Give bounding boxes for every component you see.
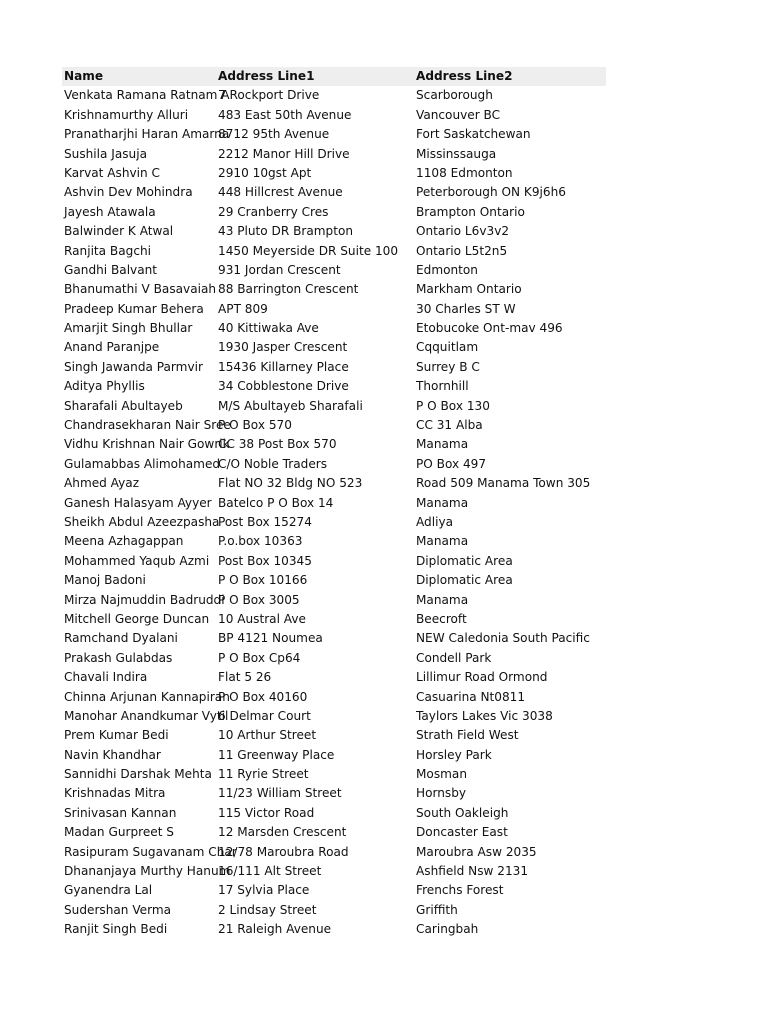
cell-name: Sharafali Abultayeb	[64, 398, 183, 413]
table-row	[62, 494, 606, 513]
cell-address-line2: Vancouver BC	[416, 107, 501, 122]
cell-address-line1: 12 Marsden Crescent	[218, 825, 347, 840]
table-row	[62, 261, 606, 280]
table-row	[62, 435, 606, 454]
table-row	[62, 319, 606, 338]
cell-name: Vidhu Krishnan Nair Gowrik	[64, 437, 230, 452]
table-row	[62, 843, 606, 862]
cell-name: Srinivasan Kannan	[64, 805, 177, 820]
cell-name: Manohar Anandkumar Vytil	[64, 708, 229, 723]
table-row	[62, 125, 606, 144]
cell-address-line1: APT 809	[218, 301, 268, 316]
cell-name: Gyanendra Lal	[64, 883, 153, 898]
address-table	[62, 67, 606, 940]
cell-address-line2: 1108 Edmonton	[416, 165, 513, 180]
table-row	[62, 222, 606, 241]
cell-address-line2: Missinssauga	[416, 146, 497, 161]
cell-address-line2: Horsley Park	[416, 747, 492, 762]
table-row	[62, 455, 606, 474]
cell-address-line1: Flat 5 26	[218, 670, 272, 685]
cell-address-line1: 448 Hillcrest Avenue	[218, 185, 343, 200]
cell-name: Gulamabbas Alimohamed	[64, 456, 221, 471]
cell-name: Dhananjaya Murthy Hanum	[64, 864, 231, 879]
cell-name: Anand Paranjpe	[64, 340, 160, 355]
cell-address-line1: 2212 Manor Hill Drive	[218, 146, 350, 161]
table-row	[62, 901, 606, 920]
cell-address-line1: 115 Victor Road	[218, 805, 315, 820]
cell-name: Jayesh Atawala	[64, 204, 156, 219]
table-row	[62, 804, 606, 823]
cell-address-line2: Taylors Lakes Vic 3038	[416, 708, 553, 723]
cell-name: Mohammed Yaqub Azmi	[64, 553, 210, 568]
cell-address-line1: 11 Ryrie Street	[218, 767, 309, 782]
cell-address-line2: South Oakleigh	[416, 805, 509, 820]
cell-address-line1: 931 Jordan Crescent	[218, 262, 341, 277]
cell-address-line1: 40 Kittiwaka Ave	[218, 321, 319, 336]
cell-name: Amarjit Singh Bhullar	[64, 321, 193, 336]
cell-name: Sheikh Abdul Azeezpasha	[64, 514, 220, 529]
cell-name: Chavali Indira	[64, 670, 148, 685]
table-row	[62, 416, 606, 435]
table-row	[62, 629, 606, 648]
table-row	[62, 571, 606, 590]
cell-name: Navin Khandhar	[64, 747, 161, 762]
cell-name: Ahmed Ayaz	[64, 476, 140, 491]
table-row	[62, 86, 606, 105]
cell-address-line1: C/O Noble Traders	[218, 456, 328, 471]
cell-address-line1: 1930 Jasper Crescent	[218, 340, 348, 355]
table-row	[62, 591, 606, 610]
cell-address-line2: NEW Caledonia South Pacific	[416, 631, 590, 646]
cell-address-line1: 34 Cobblestone Drive	[218, 379, 349, 394]
cell-address-line2: Ontario L6v3v2	[416, 224, 510, 239]
column-header-name: Name	[64, 69, 104, 83]
table-row	[62, 164, 606, 183]
cell-name: Pradeep Kumar Behera	[64, 301, 204, 316]
column-header-address-line2: Address Line2	[416, 69, 513, 83]
cell-address-line1: 6 Delmar Court	[218, 708, 311, 723]
cell-address-line1: 15436 Killarney Place	[218, 359, 349, 374]
table-row	[62, 474, 606, 493]
cell-name: Sushila Jasuja	[64, 146, 147, 161]
cell-address-line1: 16/111 Alt Street	[218, 864, 322, 879]
table-row	[62, 707, 606, 726]
table-row	[62, 668, 606, 687]
cell-name: Ganesh Halasyam Ayyer	[64, 495, 212, 510]
cell-address-line1: 10 Austral Ave	[218, 611, 306, 626]
table-row	[62, 610, 606, 629]
cell-address-line2: Ashfield Nsw 2131	[416, 864, 529, 879]
cell-address-line1: P O Box Cp64	[218, 650, 301, 665]
cell-name: Balwinder K Atwal	[64, 224, 174, 239]
cell-name: Manoj Badoni	[64, 573, 146, 588]
cell-name: Ashvin Dev Mohindra	[64, 185, 193, 200]
table-row	[62, 784, 606, 803]
cell-address-line2: Caringbah	[416, 922, 479, 937]
table-row	[62, 765, 606, 784]
cell-address-line2: CC 31 Alba	[416, 418, 483, 433]
table-row	[62, 397, 606, 416]
table-row	[62, 881, 606, 900]
cell-address-line1: Post Box 15274	[218, 514, 312, 529]
cell-address-line2: Beecroft	[416, 611, 467, 626]
cell-address-line2: Edmonton	[416, 262, 478, 277]
table-row	[62, 280, 606, 299]
cell-name: Chandrasekharan Nair Sree	[64, 418, 231, 433]
cell-name: Venkata Ramana Ratnam A	[64, 88, 230, 103]
cell-address-line1: 8712 95th Avenue	[218, 127, 330, 142]
cell-address-line1: P O Box 3005	[218, 592, 300, 607]
cell-address-line2: Brampton Ontario	[416, 204, 525, 219]
cell-address-line2: Manama	[416, 495, 469, 510]
cell-address-line2: PO Box 497	[416, 456, 487, 471]
cell-name: Singh Jawanda Parmvir	[64, 359, 203, 374]
cell-name: Ramchand Dyalani	[64, 631, 178, 646]
cell-name: Madan Gurpreet S	[64, 825, 174, 840]
cell-address-line2: Casuarina Nt0811	[416, 689, 526, 704]
cell-address-line2: Maroubra Asw 2035	[416, 844, 537, 859]
table-row	[62, 242, 606, 261]
cell-name: Chinna Arjunan Kannapiran	[64, 689, 230, 704]
cell-address-line1: 17 Sylvia Place	[218, 883, 310, 898]
cell-address-line1: P.o.box 10363	[218, 534, 303, 549]
cell-name: Prakash Gulabdas	[64, 650, 173, 665]
cell-address-line2: Fort Saskatchewan	[416, 127, 531, 142]
cell-address-line1: 2 Lindsay Street	[218, 902, 317, 917]
cell-address-line1: 11 Greenway Place	[218, 747, 335, 762]
cell-address-line2: Thornhill	[416, 379, 469, 394]
cell-name: Mitchell George Duncan	[64, 611, 210, 626]
cell-address-line1: 10 Arthur Street	[218, 728, 317, 743]
cell-address-line1: M/S Abultayeb Sharafali	[218, 398, 363, 413]
table-row	[62, 338, 606, 357]
cell-name: Aditya Phyllis	[64, 379, 145, 394]
cell-address-line2: 30 Charles ST W	[416, 301, 516, 316]
table-header-row	[62, 67, 606, 86]
cell-name: Sudershan Verma	[64, 902, 172, 917]
table-row	[62, 106, 606, 125]
cell-address-line2: Doncaster East	[416, 825, 508, 840]
cell-address-line2: Manama	[416, 592, 469, 607]
table-row	[62, 358, 606, 377]
table-body	[62, 86, 606, 939]
cell-name: Sannidhi Darshak Mehta	[64, 767, 212, 782]
cell-address-line1: Post Box 10345	[218, 553, 312, 568]
table-row	[62, 183, 606, 202]
cell-address-line2: Strath Field West	[416, 728, 519, 743]
cell-name: Prem Kumar Bedi	[64, 728, 169, 743]
cell-name: Krishnadas Mitra	[64, 786, 166, 801]
cell-address-line2: Scarborough	[416, 88, 493, 103]
table-row	[62, 377, 606, 396]
cell-address-line2: Lillimur Road Ormond	[416, 670, 548, 685]
cell-address-line1: 29 Cranberry Cres	[218, 204, 329, 219]
table-row	[62, 746, 606, 765]
cell-name: Ranjita Bagchi	[64, 243, 151, 258]
table-row	[62, 300, 606, 319]
cell-address-line2: Diplomatic Area	[416, 553, 513, 568]
cell-address-line1: P O Box 10166	[218, 573, 308, 588]
cell-address-line1: Flat NO 32 Bldg NO 523	[218, 476, 363, 491]
cell-address-line1: BP 4121 Noumea	[218, 631, 323, 646]
cell-address-line1: 12/78 Maroubra Road	[218, 844, 349, 859]
cell-address-line2: Condell Park	[416, 650, 492, 665]
cell-name: Bhanumathi V Basavaiah	[64, 282, 217, 297]
cell-address-line2: Ontario L5t2n5	[416, 243, 508, 258]
table-row	[62, 862, 606, 881]
cell-address-line2: Hornsby	[416, 786, 467, 801]
cell-address-line1: 1450 Meyerside DR Suite 100	[218, 243, 399, 258]
table-row	[62, 688, 606, 707]
cell-address-line1: 7 Rockport Drive	[218, 88, 320, 103]
cell-address-line2: Peterborough ON K9j6h6	[416, 185, 566, 200]
cell-address-line1: 11/23 William Street	[218, 786, 342, 801]
table-row	[62, 649, 606, 668]
cell-address-line1: CC 38 Post Box 570	[218, 437, 337, 452]
cell-name: Gandhi Balvant	[64, 262, 158, 277]
cell-address-line2: Diplomatic Area	[416, 573, 513, 588]
cell-address-line2: Road 509 Manama Town 305	[416, 476, 591, 491]
cell-address-line2: Adliya	[416, 514, 454, 529]
cell-address-line1: 483 East 50th Avenue	[218, 107, 352, 122]
cell-address-line2: Manama	[416, 534, 469, 549]
cell-address-line2: Etobucoke Ont-mav 496	[416, 321, 563, 336]
table-row	[62, 823, 606, 842]
table-row	[62, 726, 606, 745]
cell-name: Karvat Ashvin C	[64, 165, 160, 180]
table-row	[62, 513, 606, 532]
cell-address-line2: P O Box 130	[416, 398, 490, 413]
cell-address-line1: Batelco P O Box 14	[218, 495, 334, 510]
cell-address-line1: P O Box 40160	[218, 689, 308, 704]
cell-address-line1: 21 Raleigh Avenue	[218, 922, 332, 937]
table-row	[62, 532, 606, 551]
cell-address-line1: 43 Pluto DR Brampton	[218, 224, 354, 239]
cell-address-line2: Frenchs Forest	[416, 883, 504, 898]
cell-address-line2: Markham Ontario	[416, 282, 522, 297]
cell-name: Ranjit Singh Bedi	[64, 922, 168, 937]
cell-address-line1: 88 Barrington Crescent	[218, 282, 359, 297]
cell-name: Mirza Najmuddin Badruddi	[64, 592, 225, 607]
table-row	[62, 203, 606, 222]
cell-address-line1: P O Box 570	[218, 418, 292, 433]
column-header-address-line1: Address Line1	[218, 69, 315, 83]
cell-address-line1: 2910 10gst Apt	[218, 165, 312, 180]
cell-name: Meena Azhagappan	[64, 534, 184, 549]
table-row	[62, 920, 606, 939]
table-row	[62, 552, 606, 571]
cell-address-line2: Mosman	[416, 767, 467, 782]
cell-name: Rasipuram Sugavanam Char	[64, 844, 237, 859]
cell-address-line2: Surrey B C	[416, 359, 480, 374]
table-row	[62, 145, 606, 164]
cell-address-line2: Manama	[416, 437, 469, 452]
cell-address-line2: Griffith	[416, 902, 458, 917]
cell-name: Pranatharjhi Haran Amarna	[64, 127, 230, 142]
cell-address-line2: Cqquitlam	[416, 340, 479, 355]
cell-name: Krishnamurthy Alluri	[64, 107, 189, 122]
